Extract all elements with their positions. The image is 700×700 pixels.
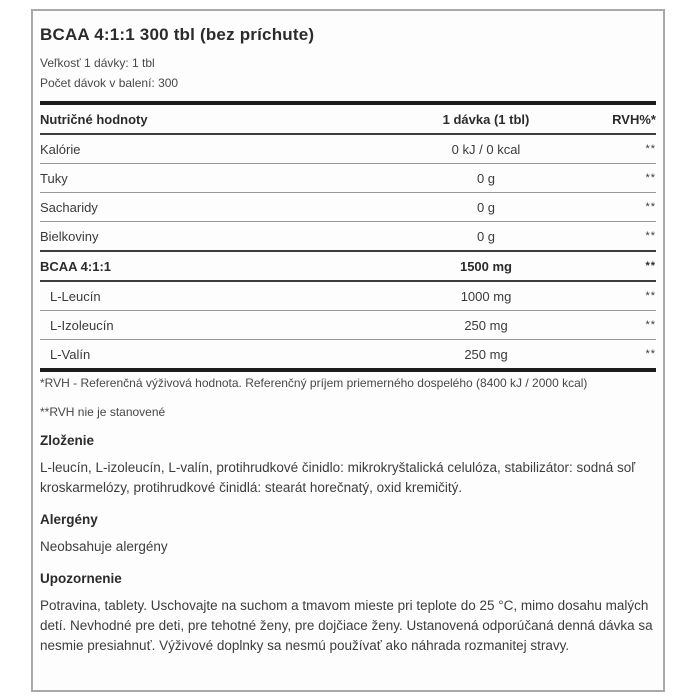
header-per-serving: 1 dávka (1 tbl)	[442, 111, 530, 127]
row-value: 1500 mg	[459, 258, 513, 274]
header-nutrition-values: Nutričné hodnoty	[40, 111, 148, 127]
row-label: Sacharidy	[40, 199, 98, 215]
row-label: L-Leucín	[50, 288, 101, 304]
table-row-calories	[40, 135, 656, 164]
row-value: 0 g	[476, 228, 496, 244]
warning-text: Potravina, tablety. Uschovajte na suchom a tmavom mieste pri teplote do 25 °C, mimo dosahu malých detí. Nevhodné pre deti, pre tehotné ženy, pre dojčiace ženy. Ustanovená odporúčaná denná dávka sa nesmie presiahnuť. Výživové doplnky sa nesmú používať ako náhrada rozmanitej stravy.	[40, 598, 653, 653]
row-label: Bielkoviny	[40, 228, 99, 244]
row-label: L-Valín	[50, 346, 91, 362]
row-rvh: **	[645, 201, 656, 213]
serving-info	[40, 53, 656, 93]
row-rvh: **	[645, 143, 656, 155]
row-value: 0 kJ / 0 kcal	[451, 141, 521, 157]
row-label: L-Izoleucín	[50, 317, 114, 333]
table-row-carbs	[40, 193, 656, 222]
row-value: 250 mg	[464, 317, 508, 333]
row-value: 0 g	[476, 199, 496, 215]
row-value: 1000 mg	[460, 288, 512, 304]
ingredients-heading: Zloženie	[40, 433, 95, 448]
row-label: Tuky	[40, 170, 68, 186]
allergens-text: Neobsahuje alergény	[40, 539, 168, 554]
row-value: 250 mg	[464, 346, 508, 362]
warning-heading: Upozornenie	[40, 571, 122, 586]
row-rvh: **	[645, 290, 656, 302]
allergens-heading: Alergény	[40, 512, 98, 527]
row-rvh: **	[645, 172, 656, 184]
row-rvh: **	[645, 319, 656, 331]
serving-size-text: Veľkosť 1 dávky: 1 tbl	[40, 56, 155, 70]
servings-per-package-text: Počet dávok v balení: 300	[40, 76, 179, 90]
row-label: BCAA 4:1:1	[40, 258, 112, 274]
row-rvh: **	[645, 230, 656, 242]
table-row-fats	[40, 164, 656, 193]
row-label: Kalórie	[40, 141, 81, 157]
product-title: BCAA 4:1:1 300 tbl (bez príchute)	[40, 25, 315, 44]
row-rvh: **	[645, 260, 656, 272]
table-row-leucine	[40, 282, 656, 311]
table-header-row	[40, 105, 656, 135]
table-row-valine	[40, 340, 656, 372]
table-row-bcaa-total	[40, 252, 656, 282]
nutrition-table	[40, 101, 656, 372]
table-row-proteins	[40, 222, 656, 252]
row-rvh: **	[645, 348, 656, 360]
header-rvh: RVH%*	[612, 111, 656, 127]
row-value: 0 g	[476, 170, 496, 186]
rvh-not-set-footnote: **RVH nie je stanovené	[40, 405, 166, 419]
rvh-definition-footnote: *RVH - Referenčná výživová hodnota. Referenčný príjem priemerného dospelého (8400 kJ / 2000 kcal)	[40, 376, 588, 390]
nutrition-label-panel	[31, 9, 665, 692]
table-row-isoleucine	[40, 311, 656, 340]
ingredients-text: L-leucín, L-izoleucín, L-valín, protihrudkové činidlo: mikrokryštalická celulóza, stabilizátor: sodná soľ kroskarmelózy, protihrudkové činidlá: stearát horečnatý, oxid kremičitý.	[40, 460, 636, 495]
